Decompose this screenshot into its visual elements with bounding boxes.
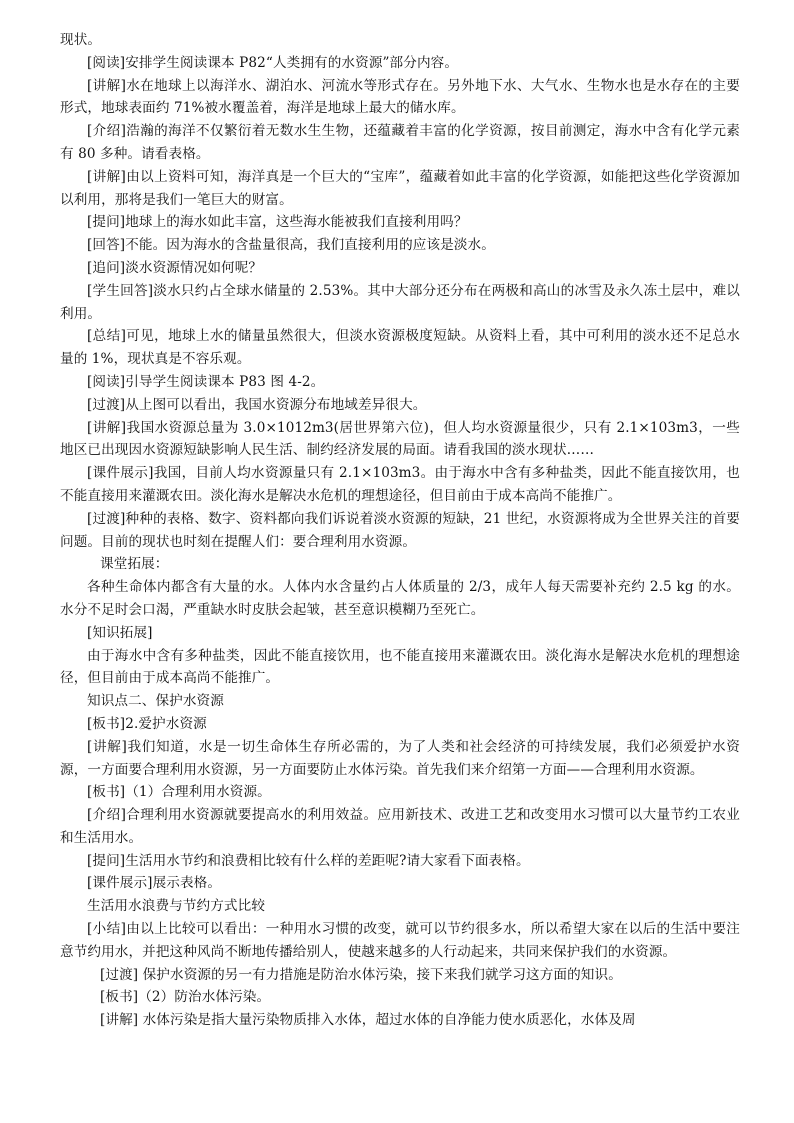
table-caption: 生活用水浪费与节约方式比较	[87, 898, 266, 915]
paragraph: [过渡]从上图可以看出，我国水资源分布地域差异很大。	[87, 396, 427, 413]
paragraph: [讲解]由以上资料可知，海洋真是一个巨大的“宝库”，蕴藏着如此丰富的化学资源，如能把这些化学资源加以利用，那将是我们一笔巨大的财富。	[60, 168, 740, 208]
paragraph: [课件展示]展示表格。	[87, 875, 222, 892]
section-heading: 课堂拓展：	[100, 556, 169, 573]
paragraph: [学生回答]淡水只约占全球水储量的 2.53%。其中大部分还分布在两极和高山的冰雪及永久冻土层中，难以利用。	[60, 282, 740, 322]
paragraph: 由于海水中含有多种盐类，因此不能直接饮用，也不能直接用来灌溉农田。淡化海水是解决水危机的理想途径，但目前由于成本高尚不能推广。	[60, 647, 740, 687]
section-heading: 知识点二、保护水资源	[87, 693, 224, 710]
paragraph: [板书]（2）防治水体污染。	[100, 989, 271, 1006]
paragraph: [板书]（1）合理利用水资源。	[87, 784, 271, 801]
paragraph: 现状。	[60, 32, 102, 48]
paragraph: [板书]2.爱护水资源	[87, 715, 207, 732]
paragraph: [总结]可见，地球上水的储量虽然很大，但淡水资源极度短缺。从资料上看，其中可利用的淡水还不足总水量的 1%，现状真是不容乐观。	[60, 328, 740, 368]
paragraph: [小结]由以上比较可以看出：一种用水习惯的改变，就可以节约很多水，所以希望大家在以后的生活中要注意节约用水，并把这种风尚不断地传播给别人，使越来越多的人行动起来，共同来保护我们的水资源。	[60, 921, 740, 960]
paragraph: [追问]淡水资源情况如何呢？	[87, 259, 263, 276]
section-heading: [知识拓展]	[87, 624, 153, 641]
paragraph: [过渡] 保护水资源的另一有力措施是防治水体污染，接下来我们就学习这方面的知识。	[100, 966, 622, 983]
document-page	[60, 29, 740, 1032]
paragraph: [讲解]我们知道，水是一切生命体生存所必需的，为了人类和社会经济的可持续发展，我们必须爱护水资源，一方面要合理利用水资源，另一方面要防止水体污染。首先我们来介绍第一方面——合理利用水资源。	[60, 738, 740, 778]
paragraph: [提问]生活用水节约和浪费相比较有什么样的差距呢?请大家看下面表格。	[87, 852, 530, 869]
paragraph: [讲解] 水体污染是指大量污染物质排入水体，超过水体的自净能力使水质恶化，水体及周	[100, 1012, 636, 1029]
paragraph: [讲解]我国水资源总量为 3.0×1012m3(居世界第六位)，但人均水资源量很少，只有 2.1×103m3，一些地区已出现因水资源短缺影响人民生活、制约经济发展的局面。请看我国的淡水现状……	[60, 419, 740, 459]
paragraph: [讲解]水在地球上以海洋水、湖泊水、河流水等形式存在。另外地下水、大气水、生物水也是水存在的主要形式，地球表面约 71%被水覆盖着，海洋是地球上最大的储水库。	[60, 77, 740, 117]
paragraph: [回答]不能。因为海水的含盐量很高，我们直接利用的应该是淡水。	[87, 237, 495, 254]
paragraph: [提问]地球上的海水如此丰富，这些海水能被我们直接利用吗？	[87, 214, 468, 231]
paragraph: [介绍]合理利用水资源就要提高水的利用效益。应用新技术、改进工艺和改变用水习惯可以大量节约工农业和生活用水。	[60, 807, 740, 846]
paragraph: 各种生命体内都含有大量的水。人体内水含量约占人体质量的 2/3，成年人每天需要补充约 2.5 kg 的水。水分不足时会口渴，严重缺水时皮肤会起皱，甚至意识模糊乃至死亡。	[60, 579, 740, 618]
paragraph: [课件展示]我国，目前人均水资源量只有 2.1×103m3。由于海水中含有多种盐类，因此不能直接饮用，也不能直接用来灌溉农田。淡化海水是解决水危机的理想途径，但目前由于成本高尚不能推广。	[60, 465, 740, 504]
paragraph: [介绍]浩瀚的海洋不仅繁衍着无数水生生物，还蕴藏着丰富的化学资源，按目前测定，海水中含有化学元素有 80 多种。请看表格。	[60, 123, 740, 162]
paragraph: [阅读]安排学生阅读课本 P82“人类拥有的水资源”部分内容。	[87, 54, 459, 71]
paragraph: [过渡]种种的表格、数字、资料都向我们诉说着淡水资源的短缺，21 世纪，水资源将成为全世界关注的首要问题。目前的现状也时刻在提醒人们：要合理利用水资源。	[60, 510, 740, 550]
paragraph: [阅读]引导学生阅读课本 P83 图 4-2。	[87, 373, 325, 390]
